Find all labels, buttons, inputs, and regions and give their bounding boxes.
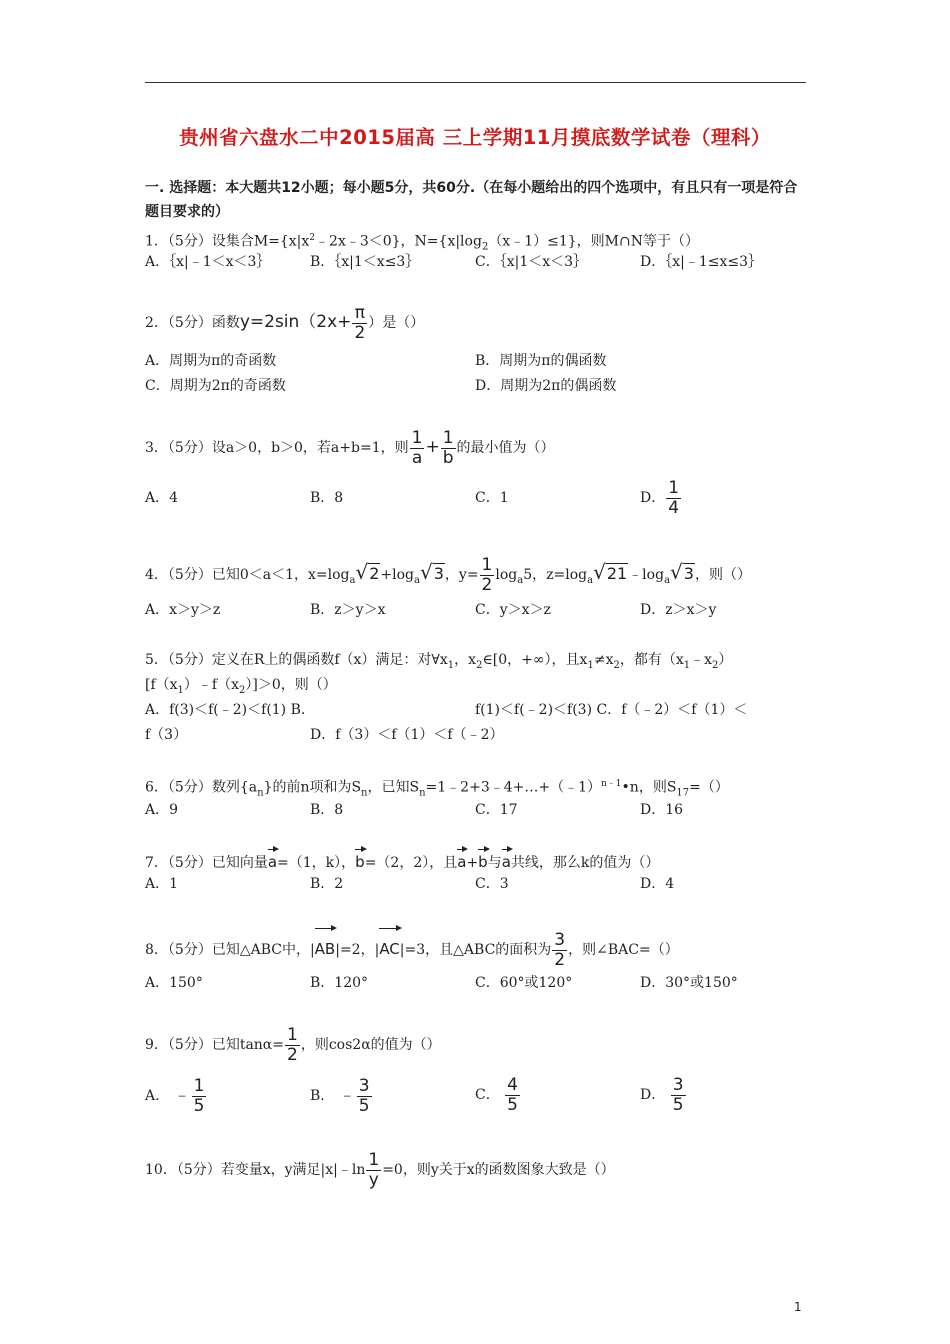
q9-d-frac (671, 1076, 686, 1115)
question-10 (145, 1150, 615, 1190)
q3-plus: + (425, 437, 440, 457)
q8-a: 8．（5分）已知△ABC中，| (145, 942, 315, 958)
q2-text-end: ）是（） (368, 315, 425, 331)
q4-base-4: a (587, 574, 594, 586)
q9-d-label: D． (640, 1087, 666, 1103)
q5-l2c: ）]＞0，则（） (245, 677, 337, 693)
q5-sub5: 1 (683, 659, 691, 671)
q3-d-num: 1 (668, 477, 680, 498)
q9-option-c (475, 1075, 521, 1115)
q3-text-end: 的最小值为（） (456, 440, 555, 456)
page-title: 贵州省六盘水二中2015届高 三上学期11月摸底数学试卷（理科） (179, 126, 771, 149)
q6-e: •n，则S (621, 779, 677, 796)
q4-option-b: B．z＞y＞x (310, 602, 386, 618)
q3-frac1-den: a (411, 447, 423, 468)
q6-option-a: A．9 (145, 802, 179, 818)
q6-f: =（） (689, 779, 729, 796)
q6-sub-n2: n (361, 787, 368, 799)
q10-num: 1 (368, 1149, 380, 1170)
q7-vec-a: a (268, 846, 277, 874)
q3-option-d-frac (666, 479, 681, 518)
q9-a-label: A． (145, 1088, 170, 1104)
q8-vec-ab: AB (315, 925, 336, 969)
q4-rad-2: 2 (369, 564, 380, 583)
q4-text-end: ，则（） (694, 567, 751, 583)
q9-b-sign: ﹣ (338, 1085, 356, 1105)
q9-b-den: 5 (358, 1095, 370, 1116)
q8-num: 3 (554, 929, 566, 950)
q4-rad-21: 21 (606, 564, 628, 583)
q5-option-d: D．f（3）＜f（1）＜f（﹣2） (310, 727, 504, 743)
q5-sub1: 1 (447, 659, 455, 671)
q9-den: 2 (287, 1044, 298, 1065)
q5-l1g: ） (718, 652, 733, 668)
q5-sub4: 2 (613, 659, 620, 671)
q9-c-den: 5 (507, 1094, 518, 1115)
q5-l1c: ∈[0，+∞），且x (482, 652, 588, 668)
q9-a-den: 5 (193, 1095, 205, 1116)
question-5-line-1 (145, 650, 732, 676)
q2-option-d: D．周期为2π的偶函数 (475, 378, 617, 394)
q6-sub-n: n (257, 787, 264, 799)
q2-text: 2．（5分）函数 (145, 315, 240, 331)
q4-text: 4．（5分）已知0＜a＜1，x=log (145, 567, 350, 583)
q3-d-den: 4 (668, 497, 680, 518)
q3-option-d-label: D． (640, 490, 666, 506)
q5-option-a: A．f(3)＜f(﹣2)＜f(1) B. (145, 702, 306, 718)
q9-option-d (640, 1075, 687, 1115)
question-5-line-2 (145, 675, 337, 701)
q8-den: 2 (554, 949, 566, 970)
q4-half-num: 1 (481, 554, 493, 575)
q5-option-bc: f(1)＜f(﹣2)＜f(3) C．f（﹣2）＜f（1）＜ (475, 702, 748, 718)
q8-option-b: B．120° (310, 975, 369, 991)
q9-a-sign: ﹣ (173, 1085, 191, 1105)
q4-option-d: D．z＞x＞y (640, 602, 717, 618)
q6-sub-17: 17 (676, 787, 690, 799)
q2-frac-num: π (352, 304, 367, 324)
q5-sub3: 1 (587, 659, 594, 671)
q6-option-b: B．8 (310, 802, 344, 818)
q3-option-a: A．4 (145, 490, 179, 506)
q7-vec-a3: a (502, 846, 511, 874)
q5-l1e: ，都有（x (619, 652, 684, 668)
q1-text-mid: ﹣2x﹣3＜0}，N={x|log (315, 233, 482, 250)
q4-base-5: a (664, 574, 671, 586)
q8-d: ，则∠BAC=（） (568, 942, 679, 958)
q5-l2a: [f（x (145, 677, 178, 693)
q10-b: =0，则y关于x的函数图象大致是（） (382, 1162, 615, 1178)
q8-option-c: C．60°或120° (475, 975, 573, 991)
q3-frac2-den: b (442, 447, 454, 468)
q3-text: 3．（5分）设a＞0，b＞0，若a+b=1，则 (145, 440, 409, 456)
q6-d: =1﹣2+3﹣4+…+（﹣1） (425, 779, 602, 796)
q9-b-label: B． (310, 1088, 335, 1104)
q5-l1f: ﹣x (690, 652, 713, 668)
q10-fraction (366, 1151, 381, 1190)
q1-option-a: A．｛x|﹣1＜x＜3｝ (145, 254, 271, 270)
q9-d-den: 5 (672, 1094, 684, 1115)
q4-base-3: a (517, 574, 524, 586)
q3-option-b: B．8 (310, 490, 344, 506)
q4-sqrt-2: √2 (355, 560, 380, 584)
q9-c-label: C． (475, 1087, 500, 1103)
q4-sqrt-3b: √3 (670, 560, 694, 584)
q8-c: |=3，且△ABC的面积为 (399, 942, 552, 958)
q7-option-b: B．2 (310, 876, 344, 892)
q1-text-end: （x﹣1）≤1}，则M∩N等于（） (488, 233, 699, 250)
question-4 (145, 552, 751, 601)
q3-frac-1 (410, 429, 425, 468)
q8-vec-ac: AC (379, 925, 399, 969)
q5-l1a: 5．（5分）定义在R上的偶函数f（x）满足：对∀x (145, 652, 448, 668)
q5-sub2: 2 (476, 659, 483, 671)
q2-fraction (352, 304, 367, 343)
q6-b: }的前n项和为S (263, 779, 362, 796)
q4-mid2: ，y= (444, 567, 479, 583)
q7-vec-b: b (355, 846, 365, 874)
q3-frac2-num: 1 (442, 427, 454, 448)
q1-option-d: D．｛x|﹣1≤x≤3｝ (640, 254, 763, 270)
header-rule (145, 82, 806, 83)
q9-option-b (310, 1075, 373, 1116)
q5-option-c-cont: f（3） (145, 727, 188, 743)
q9-a-frac (192, 1077, 207, 1116)
q6-c: ，已知S (367, 779, 420, 796)
q4-half-den: 2 (481, 574, 493, 595)
q8-option-a: A．150° (145, 975, 203, 991)
q4-base: a (349, 574, 356, 586)
q1-log-base: 2 (481, 241, 489, 253)
q4-rad-3: 3 (433, 564, 444, 583)
q4-sqrt-21: √21 (593, 560, 628, 584)
question-9 (145, 1025, 441, 1065)
q9-a-num: 1 (193, 1075, 205, 1096)
q1-option-c: C．｛x|1＜x＜3｝ (475, 254, 588, 270)
q8-fraction (552, 931, 567, 970)
q9-b: ，则cos2α的值为（） (300, 1037, 441, 1053)
q4-option-a: A．x＞y＞z (145, 602, 221, 618)
q7-d: 与 (487, 855, 502, 871)
q4-mid4: 5，z=log (523, 567, 588, 583)
q5-sub8: 2 (239, 684, 246, 696)
q5-l1d: ≠x (593, 652, 614, 668)
question-7 (145, 846, 659, 875)
q9-num: 1 (287, 1024, 298, 1045)
q9-b-num: 3 (358, 1075, 370, 1096)
page-number: 1 (794, 1300, 802, 1314)
q9-fraction (285, 1026, 300, 1065)
q1-option-b: B．｛x|1＜x≤3｝ (310, 254, 420, 270)
q10-a: 10．（5分）若变量x，y满足|x|﹣ln (145, 1162, 366, 1178)
q5-sub7: 1 (177, 684, 184, 696)
q2-frac-den: 2 (354, 322, 366, 343)
q3-frac1-num: 1 (411, 427, 423, 448)
q7-e: 共线，那么k的值为（） (510, 855, 660, 871)
q4-mid5: ﹣log (628, 567, 665, 583)
q9-a: 9．（5分）已知tanα= (145, 1037, 284, 1053)
q2-option-b: B．周期为π的偶函数 (475, 353, 607, 369)
q7-option-d: D．4 (640, 876, 675, 892)
question-8 (145, 925, 679, 970)
q7-c: =（2，2），且 (364, 855, 458, 871)
q4-rad-3b: 3 (683, 564, 694, 583)
q4-base-2: a (414, 574, 420, 586)
q5-sub6: 2 (712, 659, 719, 671)
q6-sub-n3: n (419, 787, 426, 799)
q6-exp: n﹣1 (601, 779, 622, 789)
q5-l2b: ）﹣f（x (183, 677, 239, 693)
q10-den: y (368, 1169, 379, 1190)
q7-option-a: A．1 (145, 876, 179, 892)
q7-plus: + (466, 855, 479, 871)
q4-option-c: C．y＞x＞z (475, 602, 551, 618)
q3-frac-2 (441, 429, 456, 468)
q8-b: |=2，| (335, 942, 380, 958)
q2-option-c: C．周期为2π的奇函数 (145, 378, 286, 394)
q5-l1b: ，x (454, 652, 477, 668)
q4-half (480, 556, 495, 595)
q9-option-a (145, 1075, 207, 1116)
q8-option-d: D．30°或150° (640, 975, 738, 991)
q9-c-frac (505, 1076, 520, 1115)
q3-option-d (640, 478, 682, 518)
question-2 (145, 302, 424, 343)
q6-option-c: C．17 (475, 802, 518, 818)
q4-mid3: log (495, 567, 518, 583)
q1-exponent: 2 (309, 233, 316, 243)
q2-expression: y=2sin（2x+ (239, 312, 352, 332)
q7-a: 7．（5分）已知向量 (145, 855, 268, 871)
q7-vec-a2: a (457, 846, 466, 874)
q7-vec-b2: b (478, 846, 488, 874)
q6-a: 6．（5分）数列{a (145, 779, 258, 796)
q9-d-num: 3 (672, 1074, 684, 1095)
question-3 (145, 427, 555, 468)
q9-b-frac (357, 1077, 372, 1116)
q7-b: =（1，k）， (277, 855, 356, 871)
section-heading: 一. 选择题：本大题共12小题；每小题5分，共60分.（在每小题给出的四个选项中，有且只有一项是符合题目要求的） (145, 180, 798, 220)
q2-option-a: A．周期为π的奇函数 (145, 353, 277, 369)
q4-sqrt-3: √3 (419, 560, 444, 584)
q7-option-c: C．3 (475, 876, 509, 892)
q1-text: 1．（5分）设集合M={x|x (145, 233, 310, 250)
q4-mid1: +log (380, 567, 414, 583)
q9-c-num: 4 (507, 1074, 518, 1095)
q6-option-d: D．16 (640, 802, 684, 818)
q3-option-c: C．1 (475, 490, 509, 506)
